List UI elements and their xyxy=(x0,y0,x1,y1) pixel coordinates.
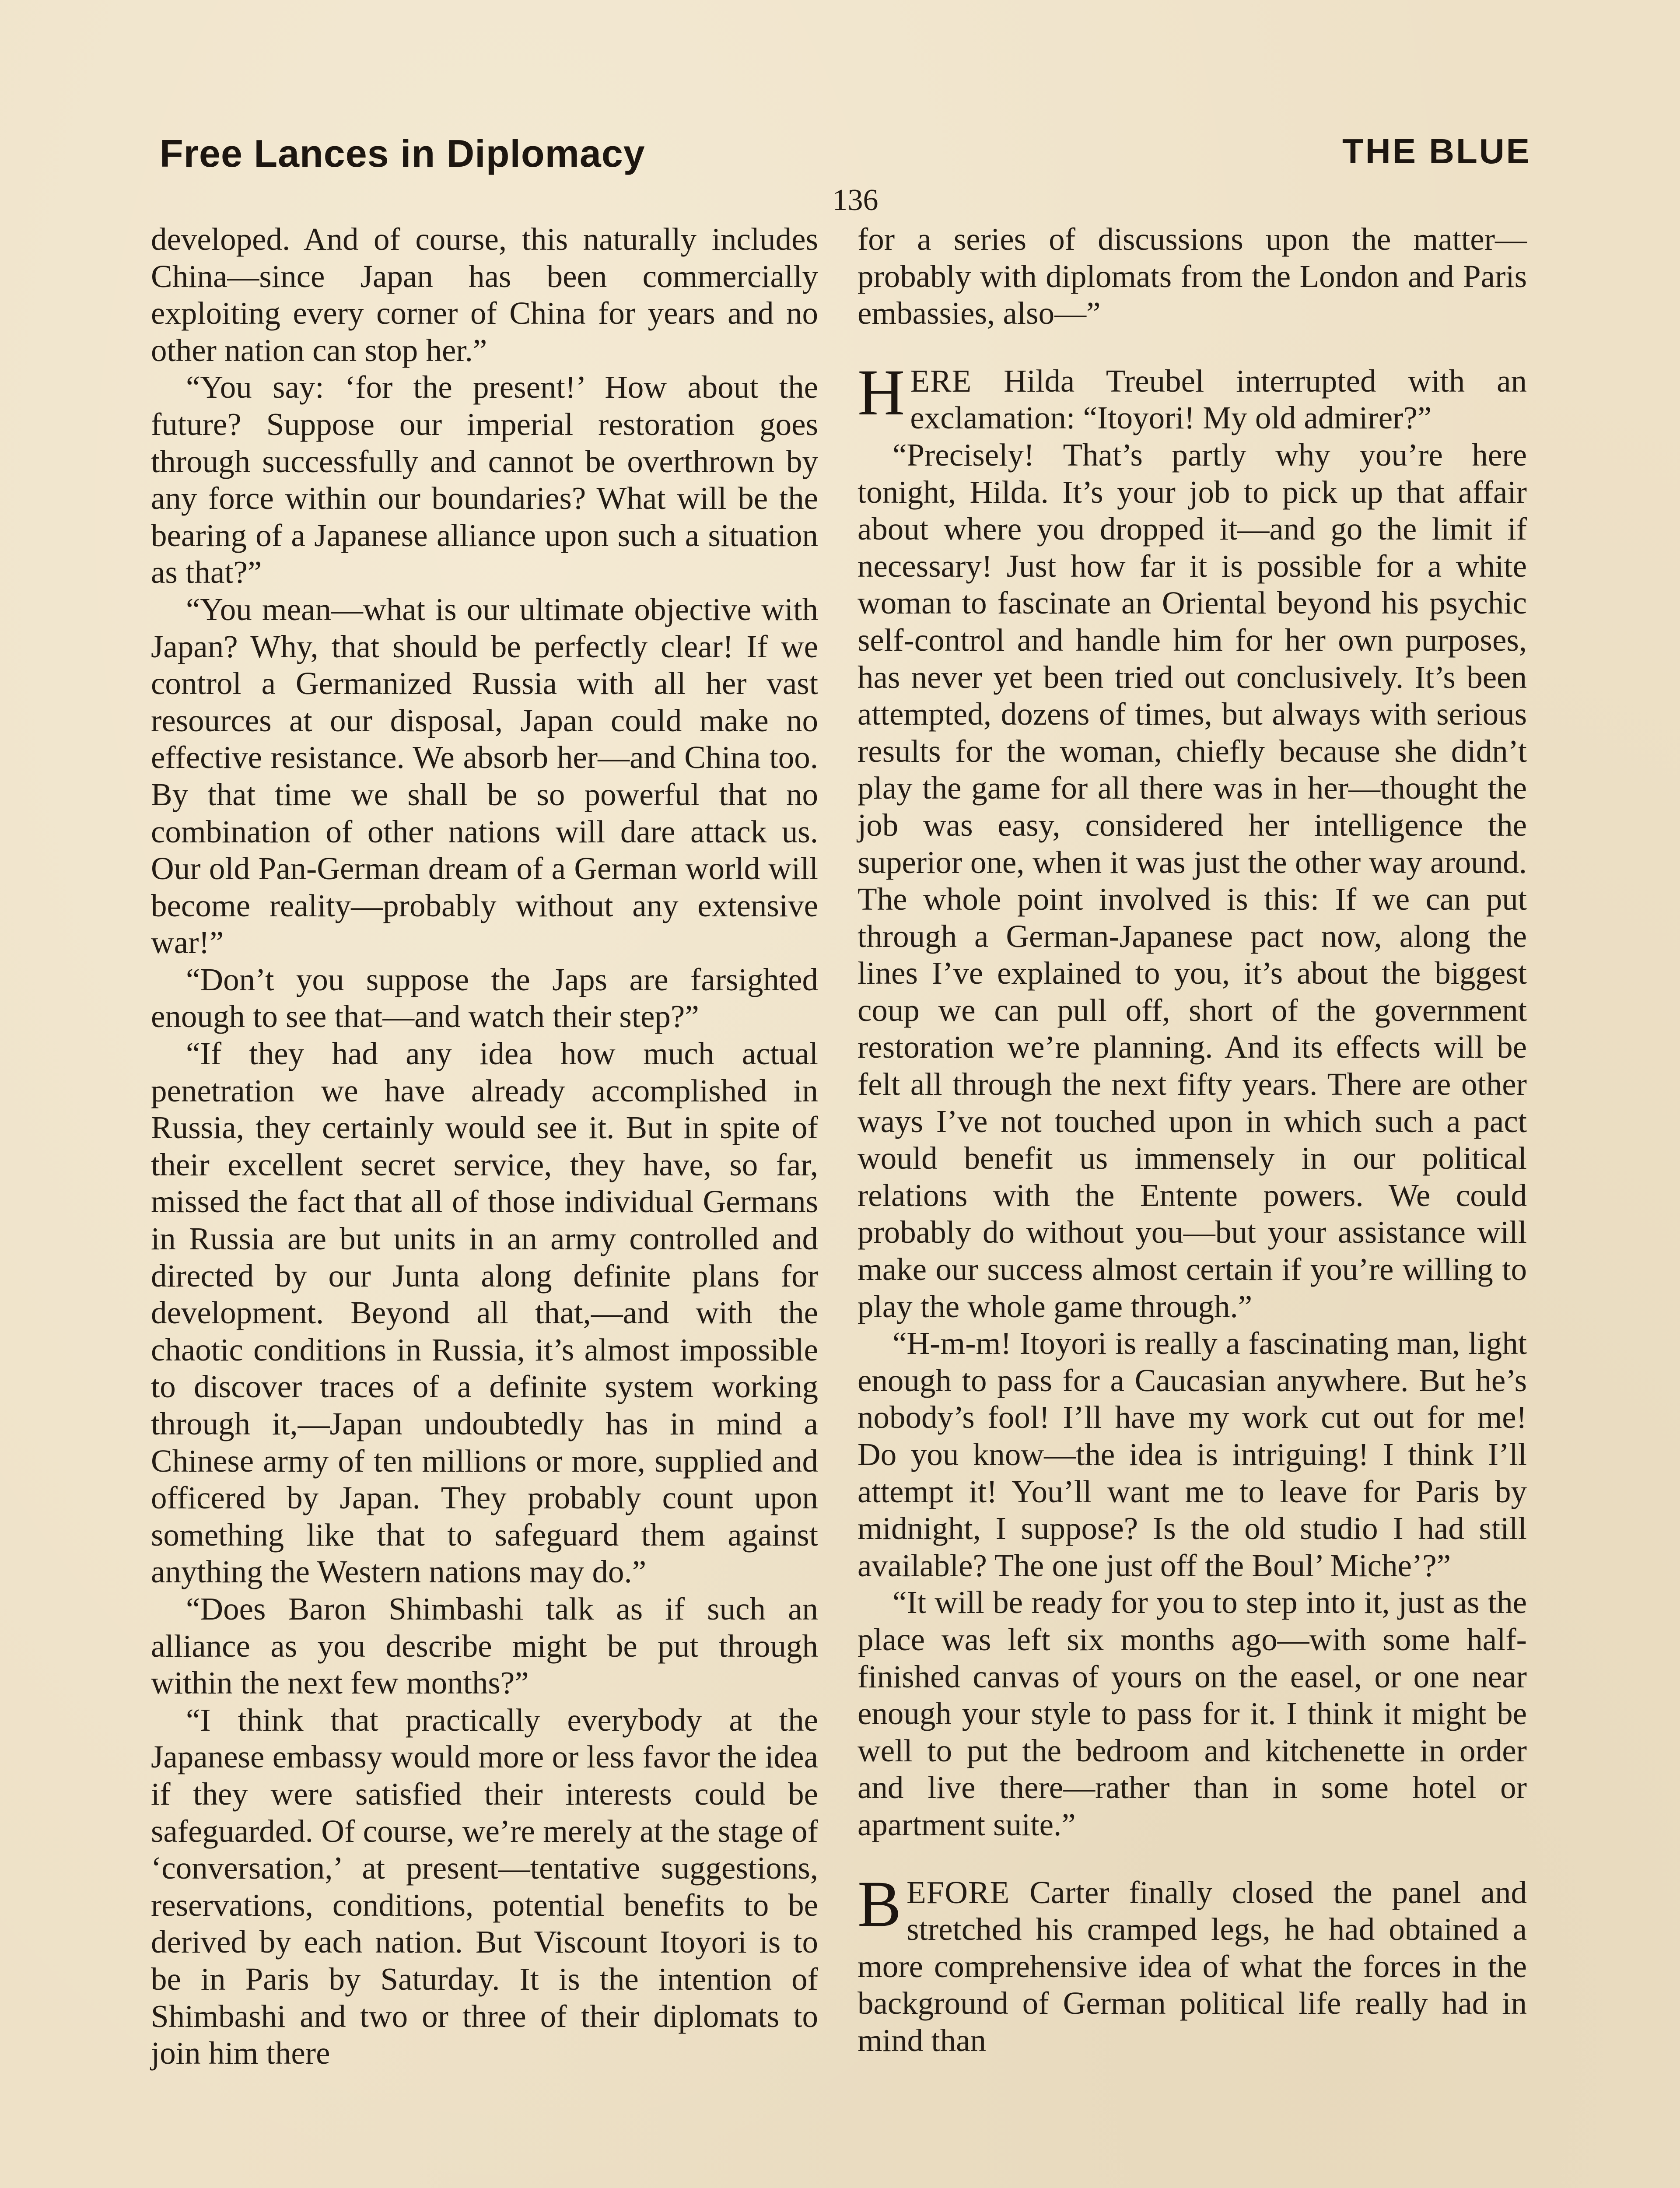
small-caps-lead: ERE xyxy=(910,363,972,399)
paragraph: “You say: ‘for the present!’ How about the future? Suppose our imperial restoration goes through successfully and cannot be overthrown by any force within our boundaries? What will be the bearing of a Japanese alliance upon such a situation as that?” xyxy=(151,369,818,590)
running-head-title: Free Lances in Diplomacy xyxy=(160,132,645,175)
left-column xyxy=(151,221,818,2072)
drop-cap: B xyxy=(858,1867,902,1940)
paragraph-text: Carter finally closed the panel and stretched his cramped legs, he had obtained a more comprehensive idea of what the forces in the background of German political life really had in mind than xyxy=(858,1874,1527,2058)
page-number: 136 xyxy=(832,183,878,217)
paragraph: “H-m-m! Itoyori is really a fascinating man, light enough to pass for a Caucasian anywhere. But he’s nobody’s fool! I’ll have my work cut out for me! Do you know—the idea is intriguing! I think I’ll attempt it! You’ll want me to leave for Paris by midnight, I suppose? Is the old studio I had still available? The one just off the Boul’ Miche’?” xyxy=(858,1325,1527,1583)
running-head-magazine: THE BLUE xyxy=(1342,132,1531,171)
paragraph: “It will be ready for you to step into it, just as the place was left six months ago—with some half-finished canvas of yours on the easel, or one near enough your style to pass for it. I think it might be well to put the bedroom and kitchenette in order and live there—rather than in some hotel or apartment suite.” xyxy=(858,1585,1527,1842)
paragraph: “Don’t you suppose the Japs are farsighted enough to see that—and watch their step?” xyxy=(151,961,818,1034)
paragraph: for a series of discussions upon the matter—probably with diplomats from the London and Paris embassies, also—” xyxy=(858,221,1527,331)
paragraph: “If they had any idea how much actual penetration we have already accomplished in Russia, they certainly would see it. But in spite of their excellent secret service, they have, so far, missed the fact that all of those individual Germans in Russia are but units in an army controlled and directed by our Junta along definite plans for development. Beyond all that,—and with the chaotic conditions in Russia, it’s almost impossible to discover traces of a definite system working through it,—Japan undoubtedly has in mind a Chinese army of ten millions or more, supplied and officered by Japan. They probably count upon something like that to safeguard them against anything the Western nations may do.” xyxy=(151,1036,818,1590)
paragraph: “I think that practically everybody at the Japanese embassy would more or less favor the idea if they were satisfied their interests could be safeguarded. Of course, we’re merely at the stage of ‘conversation,’ at present—tentative suggestions, reservations, conditions, potential benefits to be derived by each nation. But Viscount Itoyori is to be in Paris by Saturday. It is the intention of Shimbashi and two or three of their diplomats to join him there xyxy=(151,1702,818,2071)
paragraph: “Precisely! That’s partly why you’re here tonight, Hilda. It’s your job to pick up that affair about where you dropped it—and go the limit if necessary! Just how far it is possible for a white woman to fascinate an Oriental beyond his psychic self-control and handle him for her own purposes, has never yet been tried out conclusively. It’s been attempted, dozens of times, but always with serious results for the woman, chiefly because she didn’t play the game for all there was in her—thought the job was easy, considered her intelligence the superior one, when it was just the other way around. The whole point involved is this: If we can put through a German-Japanese pact now, along the lines I’ve explained to you, it’s about the biggest coup we can pull off, short of the government restoration we’re planning. And its effects will be felt all through the next fifty years. There are other ways I’ve not touched upon in which such a pact would benefit us immensely in our political relations with the Entente powers. We could probably do without you—but your assistance will make our success almost certain if you’re willing to play the whole game through.” xyxy=(858,437,1527,1324)
paragraph-text: Hilda Treubel interrupted with an exclamation: “Itoyori! My old admirer?” xyxy=(910,363,1527,436)
small-caps-lead: EFORE xyxy=(906,1874,1010,1910)
drop-cap: H xyxy=(858,356,905,429)
paragraph: “Does Baron Shimbashi talk as if such an alliance as you describe might be put through within the next few months?” xyxy=(151,1591,818,1701)
paragraph: “You mean—what is our ultimate objective with Japan? Why, that should be perfectly clear! If we control a Germanized Russia with all her vast resources at our disposal, Japan could make no effective resistance. We absorb her—and China too. By that time we shall be so powerful that no combination of other nations will dare attack us. Our old Pan-German dream of a German world will become reality—probably without any extensive war!” xyxy=(151,591,818,961)
section-opening-paragraph xyxy=(858,1867,1527,2059)
right-column xyxy=(858,221,1527,2059)
section-opening-paragraph xyxy=(858,356,1527,437)
paragraph: developed. And of course, this naturally includes China—since Japan has been commercially exploiting every corner of China for years and no other nation can stop her.” xyxy=(151,221,818,368)
